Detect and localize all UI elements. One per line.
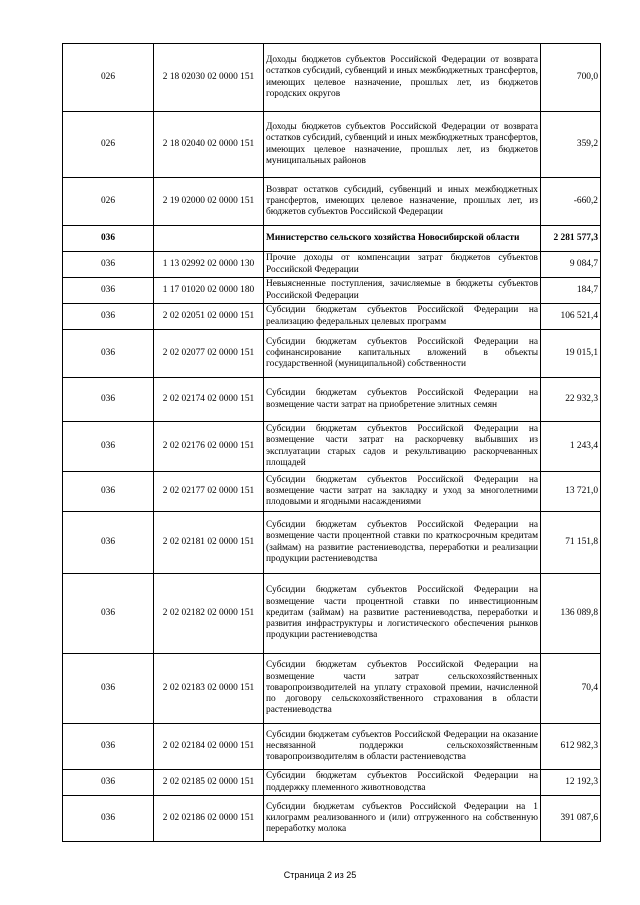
admin-code-cell: 036 <box>63 378 154 422</box>
revenue-name-cell: Субсидии бюджетам субъектов Российской Федерации на возмещение части затрат на приобретение элитных семян <box>264 378 541 422</box>
revenue-name-cell: Субсидии бюджетам субъектов Российской Федерации на возмещение части затрат сельскохозяйственных товаропроизводителей на уплату страховой премии, начисленной по договору сельскохозяйственного страхования в области растениеводства <box>264 654 541 724</box>
budget-code-cell: 2 19 02000 02 0000 151 <box>154 178 264 226</box>
revenue-name-cell: Субсидии бюджетам субъектов Российской Федерации на реализацию федеральных целевых программ <box>264 304 541 330</box>
table-row <box>63 226 601 252</box>
page-number: Страница 2 из 25 <box>283 870 357 880</box>
table-row <box>63 378 601 422</box>
amount-cell: 359,2 <box>541 112 601 178</box>
amount-cell: 9 084,7 <box>541 252 601 278</box>
amount-cell: 612 982,3 <box>541 724 601 770</box>
budget-code-cell: 2 02 02182 02 0000 151 <box>154 574 264 654</box>
budget-code-cell: 2 02 02077 02 0000 151 <box>154 330 264 378</box>
revenue-name-cell: Субсидии бюджетам субъектов Российской Федерации на поддержку племенного животноводства <box>264 770 541 796</box>
admin-code-cell: 036 <box>63 724 154 770</box>
amount-cell: 1 243,4 <box>541 422 601 472</box>
admin-code-cell: 036 <box>63 252 154 278</box>
table-row <box>63 304 601 330</box>
revenue-name-cell: Доходы бюджетов субъектов Российской Федерации от возврата остатков субсидий, субвенций и иных межбюджетных трансфертов, имеющих целевое назначение, прошлых лет, из бюджетов муниципальных районов <box>264 112 541 178</box>
admin-code-cell: 026 <box>63 178 154 226</box>
budget-code-cell: 2 02 02177 02 0000 151 <box>154 472 264 512</box>
table-row <box>63 796 601 842</box>
revenue-name-cell: Прочие доходы от компенсации затрат бюджетов субъектов Российской Федерации <box>264 252 541 278</box>
admin-code-cell: 036 <box>63 796 154 842</box>
admin-code-cell: 036 <box>63 472 154 512</box>
table-row <box>63 472 601 512</box>
revenue-name-cell: Субсидии бюджетам субъектов Российской Федерации на возмещение части процентной ставки по инвестиционным кредитам (займам) на развитие растениеводства, переработки и развития инфраструктуры и логистического обеспечения рынков продукции растениеводства <box>264 574 541 654</box>
admin-code-cell: 026 <box>63 44 154 112</box>
admin-code-cell: 036 <box>63 304 154 330</box>
admin-code-cell: 026 <box>63 112 154 178</box>
revenue-name-cell: Субсидии бюджетам субъектов Российской Федерации на возмещение части процентной ставки по краткосрочным кредитам (займам) на развитие растениеводства, переработки и реализации продукции растениеводства <box>264 512 541 574</box>
budget-code-cell <box>154 226 264 252</box>
budget-code-cell: 2 02 02184 02 0000 151 <box>154 724 264 770</box>
table-row <box>63 330 601 378</box>
budget-code-cell: 2 02 02186 02 0000 151 <box>154 796 264 842</box>
revenue-name-cell: Субсидии бюджетам субъектов Российской Федерации на софинансирование капитальных вложений в объекты государственной (муниципальной) собственности <box>264 330 541 378</box>
table-row <box>63 422 601 472</box>
table-row <box>63 512 601 574</box>
revenue-name-cell: Субсидии бюджетам субъектов Российской Федерации на возмещение части затрат на закладку и уход за многолетними плодовыми и ягодными насаждениями <box>264 472 541 512</box>
budget-code-cell: 2 18 02030 02 0000 151 <box>154 44 264 112</box>
revenue-table <box>62 43 601 842</box>
budget-code-cell: 2 02 02185 02 0000 151 <box>154 770 264 796</box>
amount-cell: 22 932,3 <box>541 378 601 422</box>
amount-cell: 700,0 <box>541 44 601 112</box>
revenue-name-cell: Возврат остатков субсидий, субвенций и иных межбюджетных трансфертов, имеющих целевое назначение, прошлых лет, из бюджетов субъектов Российской Федерации <box>264 178 541 226</box>
amount-cell: 391 087,6 <box>541 796 601 842</box>
admin-code-cell: 036 <box>63 574 154 654</box>
admin-code-cell: 036 <box>63 226 154 252</box>
table-row <box>63 724 601 770</box>
amount-cell: 184,7 <box>541 278 601 304</box>
admin-code-cell: 036 <box>63 512 154 574</box>
table-row <box>63 654 601 724</box>
table-row <box>63 770 601 796</box>
table-row <box>63 178 601 226</box>
revenue-name-cell: Невыясненные поступления, зачисляемые в бюджеты субъектов Российской Федерации <box>264 278 541 304</box>
revenue-name-cell: Субсидии бюджетам субъектов Российской Федерации на возмещение части затрат на раскорчевку выбывших из эксплуатации старых садов и рекультивацию раскорчеванных площадей <box>264 422 541 472</box>
budget-code-cell: 1 13 02992 02 0000 130 <box>154 252 264 278</box>
amount-cell: 136 089,8 <box>541 574 601 654</box>
admin-code-cell: 036 <box>63 654 154 724</box>
amount-cell: 106 521,4 <box>541 304 601 330</box>
budget-code-cell: 1 17 01020 02 0000 180 <box>154 278 264 304</box>
revenue-name-cell: Доходы бюджетов субъектов Российской Федерации от возврата остатков субсидий, субвенций и иных межбюджетных трансфертов, имеющих целевое назначение, прошлых лет, из бюджетов городских округов <box>264 44 541 112</box>
budget-code-cell: 2 02 02176 02 0000 151 <box>154 422 264 472</box>
admin-code-cell: 036 <box>63 770 154 796</box>
admin-code-cell: 036 <box>63 330 154 378</box>
table-row <box>63 252 601 278</box>
table-row <box>63 574 601 654</box>
budget-code-cell: 2 02 02051 02 0000 151 <box>154 304 264 330</box>
amount-cell: 70,4 <box>541 654 601 724</box>
amount-cell: -660,2 <box>541 178 601 226</box>
revenue-name-cell: Субсидии бюджетам субъектов Российской Федерации на оказание несвязанной поддержки сельскохозяйственным товаропроизводителям в области растениеводства <box>264 724 541 770</box>
admin-code-cell: 036 <box>63 278 154 304</box>
amount-cell: 19 015,1 <box>541 330 601 378</box>
amount-cell: 12 192,3 <box>541 770 601 796</box>
amount-cell: 71 151,8 <box>541 512 601 574</box>
budget-code-cell: 2 02 02183 02 0000 151 <box>154 654 264 724</box>
admin-code-cell: 036 <box>63 422 154 472</box>
amount-cell: 2 281 577,3 <box>541 226 601 252</box>
table-row <box>63 112 601 178</box>
budget-code-cell: 2 18 02040 02 0000 151 <box>154 112 264 178</box>
table-row <box>63 44 601 112</box>
amount-cell: 13 721,0 <box>541 472 601 512</box>
revenue-name-cell: Министерство сельского хозяйства Новосибирской области <box>264 226 541 252</box>
table-row <box>63 278 601 304</box>
budget-code-cell: 2 02 02174 02 0000 151 <box>154 378 264 422</box>
revenue-name-cell: Субсидии бюджетам субъектов Российской Федерации на 1 килограмм реализованного и (или) отгруженного на собственную переработку молока <box>264 796 541 842</box>
budget-code-cell: 2 02 02181 02 0000 151 <box>154 512 264 574</box>
